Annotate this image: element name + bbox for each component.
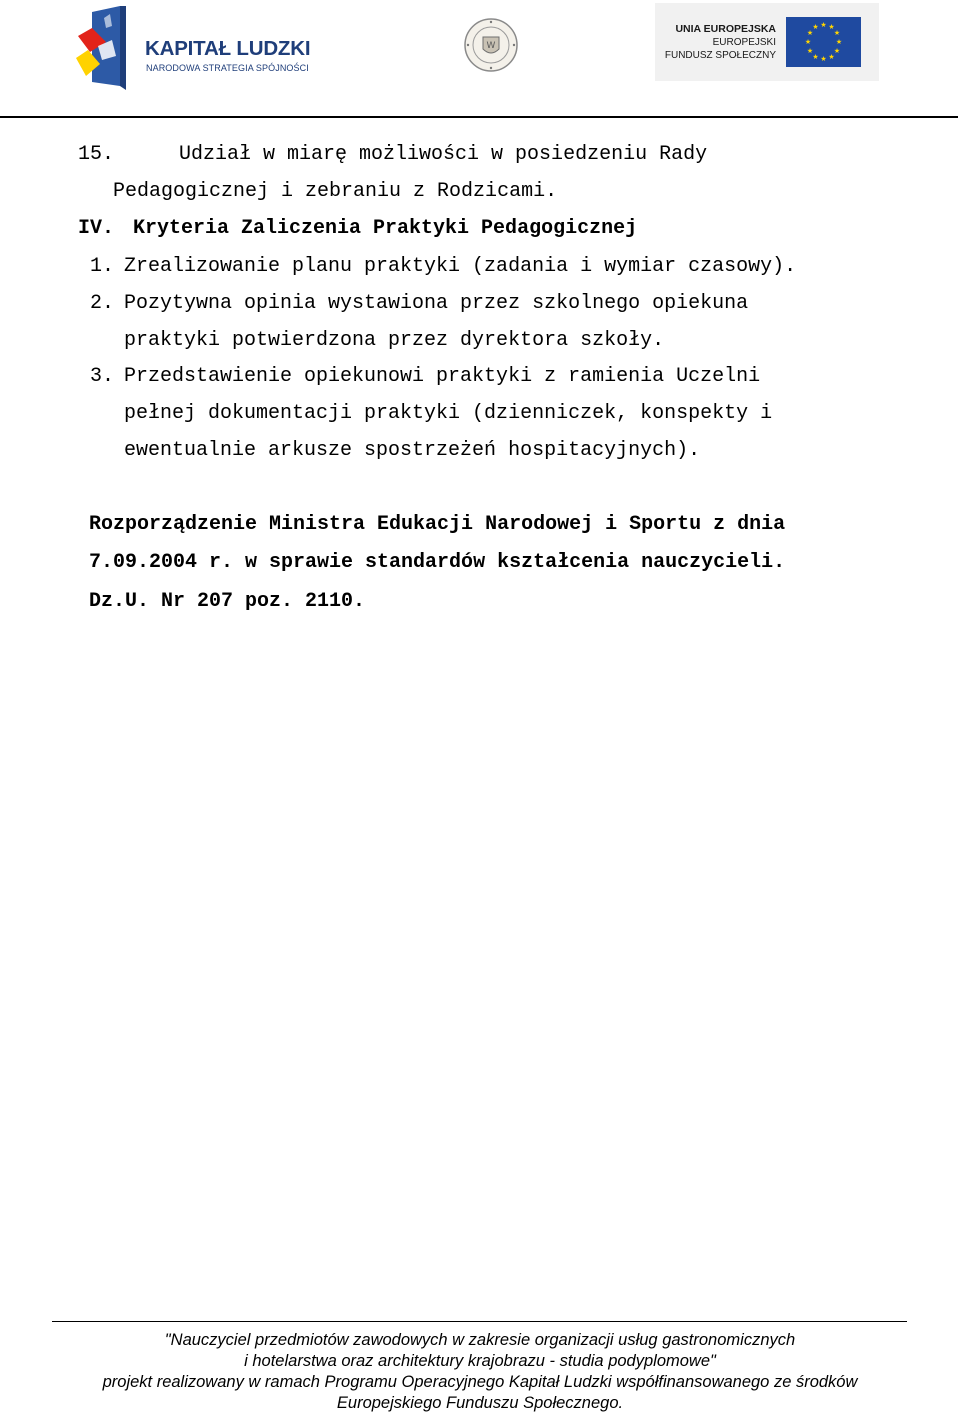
- svg-text:★: ★: [812, 23, 819, 31]
- footer-line-3: projekt realizowany w ramach Programu Operacyjnego Kapitał Ludzki współfinansowanego ze środków: [102, 1373, 858, 1391]
- criterion-3-number: 3.: [90, 365, 115, 388]
- header-divider: [0, 116, 958, 118]
- criterion-2-number: 2.: [90, 292, 115, 315]
- svg-text:★: ★: [833, 29, 841, 37]
- regulation-line-1: Rozporządzenie Ministra Edukacji Narodowej i Sportu z dnia: [89, 513, 786, 536]
- eu-line-2: EUROPEJSKI: [712, 37, 776, 48]
- svg-text:★: ★: [806, 47, 814, 55]
- svg-text:W: W: [486, 41, 496, 51]
- item-15-text-line-1: Udział w miarę możliwości w posiedzeniu Rady: [179, 143, 708, 166]
- svg-text:★: ★: [820, 21, 827, 29]
- criterion-2-line-1: Pozytywna opinia wystawiona przez szkolnego opiekuna: [124, 292, 749, 315]
- footer-divider: [52, 1321, 907, 1322]
- svg-text:★: ★: [835, 38, 843, 46]
- svg-text:★: ★: [820, 55, 827, 63]
- criterion-3-line-3: ewentualnie arkusze spostrzeżeń hospitacyjnych).: [124, 439, 701, 462]
- section-iv-title: Kryteria Zaliczenia Praktyki Pedagogicznej: [133, 217, 638, 240]
- eu-flag-icon: [786, 17, 861, 67]
- footer-line-2: i hotelarstwa oraz architektury krajobrazu - studia podyplomowe": [244, 1352, 716, 1370]
- kapital-ludzki-logo: [76, 6, 336, 90]
- svg-text:★: ★: [812, 53, 819, 61]
- regulation-line-3: Dz.U. Nr 207 poz. 2110.: [89, 590, 366, 613]
- criterion-3-line-2: pełnej dokumentacji praktyki (dzienniczek, konspekty i: [124, 402, 773, 425]
- regulation-line-2: 7.09.2004 r. w sprawie standardów kształcenia nauczycieli.: [89, 551, 786, 574]
- criterion-1-number: 1.: [90, 255, 115, 278]
- kapital-ludzki-title: KAPITAŁ LUDZKI: [145, 37, 311, 60]
- criterion-2-line-2: praktyki potwierdzona przez dyrektora szkoły.: [124, 329, 665, 352]
- item-15-text-line-2: Pedagogicznej i zebraniu z Rodzicami.: [113, 180, 558, 203]
- svg-text:★: ★: [806, 29, 814, 37]
- footer-line-1: "Nauczyciel przedmiotów zawodowych w zakresie organizacji usług gastronomicznych: [164, 1331, 796, 1349]
- eu-line-1: UNIA EUROPEJSKA: [675, 23, 776, 35]
- kapital-ludzki-subtitle: NARODOWA STRATEGIA SPÓJNOŚCI: [146, 63, 309, 73]
- svg-text:★: ★: [833, 47, 841, 55]
- kapital-ludzki-emblem-icon: [76, 6, 132, 90]
- page-header: [0, 0, 960, 118]
- item-15-number: 15.: [78, 143, 115, 166]
- svg-text:★: ★: [828, 23, 835, 31]
- eu-social-fund-logo: [655, 3, 879, 81]
- section-iv-number: IV.: [78, 217, 115, 240]
- university-seal-icon: [463, 17, 519, 73]
- svg-text:★: ★: [828, 53, 835, 61]
- svg-text:★: ★: [804, 38, 812, 46]
- footer-line-4: Europejskiego Funduszu Społecznego.: [336, 1394, 624, 1412]
- criterion-1-line-1: Zrealizowanie planu praktyki (zadania i wymiar czasowy).: [124, 255, 797, 278]
- eu-line-3: FUNDUSZ SPOŁECZNY: [664, 50, 776, 61]
- criterion-3-line-1: Przedstawienie opiekunowi praktyki z ramienia Uczelni: [124, 365, 761, 388]
